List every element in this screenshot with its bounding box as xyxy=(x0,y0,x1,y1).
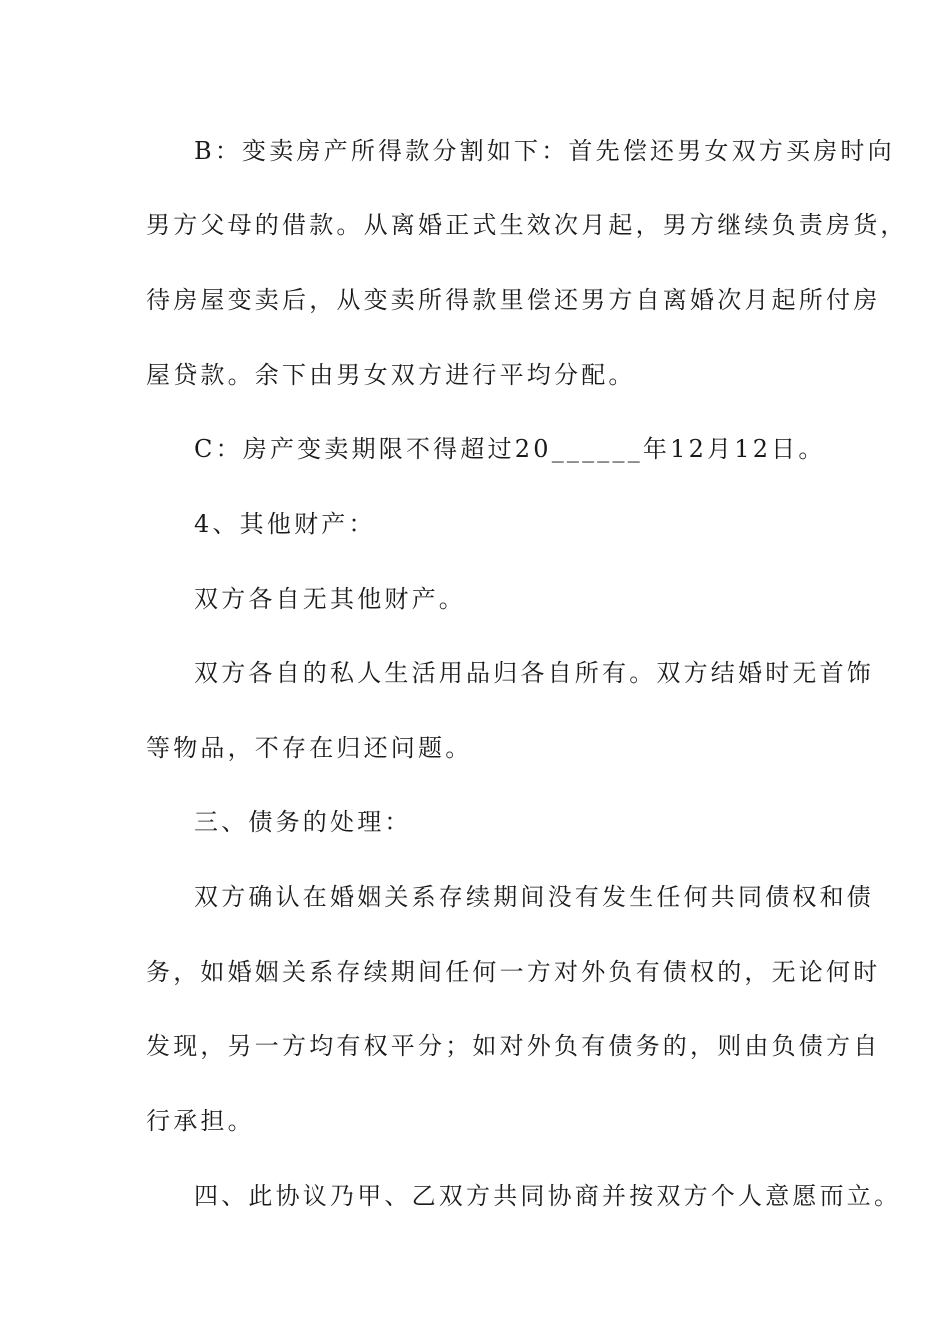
paragraph-line: 男方父母的借款。从离婚正式生效次月起，男方继续负责房货， xyxy=(146,211,908,239)
paragraph-line: 双方各自的私人生活用品归各自所有。双方结婚时无首饰 xyxy=(194,659,874,687)
paragraph-line: 双方各自无其他财产。 xyxy=(194,585,466,613)
paragraph-line: 双方确认在婚姻关系存续期间没有发生任何共同债权和债 xyxy=(194,883,874,911)
paragraph-line: 屋贷款。余下由男女双方进行平均分配。 xyxy=(146,361,636,389)
section-heading: 三、债务的处理： xyxy=(194,808,412,836)
paragraph-line: 行承担。 xyxy=(146,1107,255,1135)
paragraph-line: 四、此协议乃甲、乙双方共同协商并按双方个人意愿而立。 xyxy=(194,1182,902,1210)
paragraph-line: 等物品，不存在归还问题。 xyxy=(146,734,473,762)
paragraph-line: B：变卖房产所得款分割如下：首先偿还男女双方买房时向 xyxy=(194,137,895,165)
paragraph-line: C：房产变卖期限不得超过20______年12月12日。 xyxy=(194,435,826,463)
paragraph-line: 务，如婚姻关系存续期间任何一方对外负有债权的，无论何时 xyxy=(146,958,881,986)
paragraph-line: 发现，另一方均有权平分；如对外负有债务的，则由负债方自 xyxy=(146,1032,881,1060)
section-heading: 4、其他财产： xyxy=(194,510,376,538)
paragraph-line: 待房屋变卖后，从变卖所得款里偿还男方自离婚次月起所付房 xyxy=(146,286,881,314)
